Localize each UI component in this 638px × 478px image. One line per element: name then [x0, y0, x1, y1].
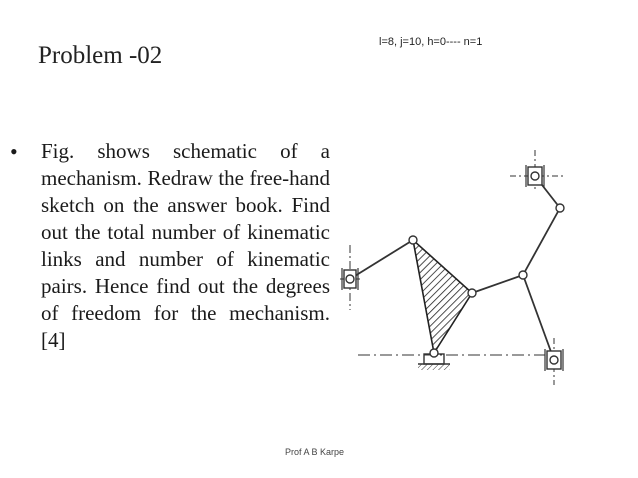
right-pin — [519, 271, 527, 279]
formula-note: l=8, j=10, h=0---- n=1 — [379, 36, 483, 48]
ground-pin — [430, 349, 438, 357]
bottom-right-slider-pin — [550, 356, 558, 364]
bullet-marker: • — [10, 139, 18, 164]
bullet-text: Fig. shows schematic of a mechanism. Redraw the free-hand sketch on the answer book. Find out the total number of kinematic links and number of kinematic pairs. Hence find out the degrees of freedom for the mechanism. [4] — [41, 139, 330, 352]
ground-hatching — [418, 364, 450, 370]
link-middle-to-right — [472, 275, 523, 293]
link-right-to-topright — [523, 208, 560, 275]
link-left-to-top — [350, 240, 413, 279]
left-slider-pin — [346, 275, 354, 283]
triangular-link — [413, 240, 472, 353]
top-pin — [409, 236, 417, 244]
link-right-to-bottom-slider — [523, 275, 554, 360]
mechanism-figure — [330, 150, 630, 390]
bullet-paragraph — [10, 138, 330, 354]
middle-pin — [468, 289, 476, 297]
top-right-slider-pin — [531, 172, 539, 180]
top-right-pin — [556, 204, 564, 212]
slide-title: Problem -02 — [38, 42, 163, 69]
footer-author: Prof A B Karpe — [285, 447, 345, 457]
